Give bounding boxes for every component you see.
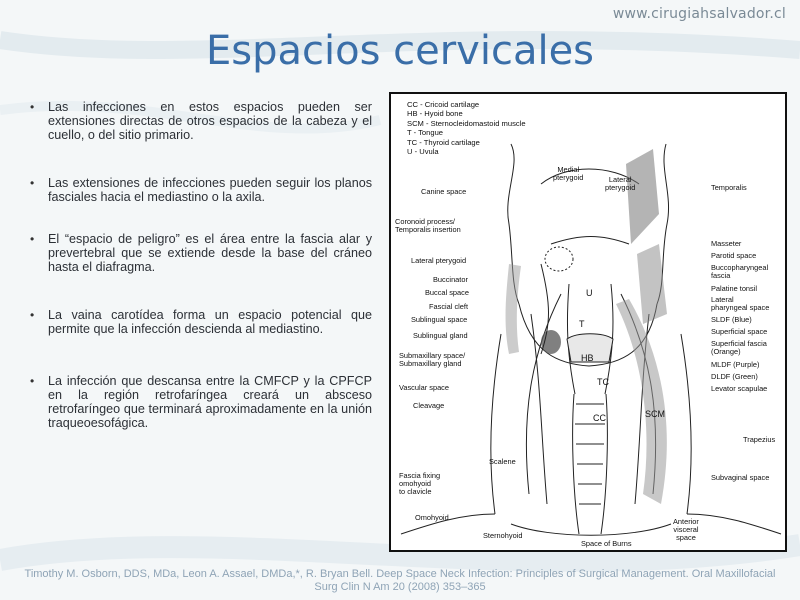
label-dldf: DLDF (Green) (711, 372, 758, 381)
label-space-of-burns: Space of Burns (581, 539, 632, 548)
legend-item: HB - Hyoid bone (407, 109, 463, 119)
label-anterior-visceral: Anterior visceral space (673, 517, 699, 542)
label-sublingual-space: Sublingual space (411, 315, 468, 324)
bullet-item: • El “espacio de peligro” es el área entre la fascia alar y prevertebral que se extiende desde la base del cráneo hasta el diafragma. (28, 232, 372, 274)
label-parotid-space: Parotid space (711, 251, 757, 260)
label-tongue: T (579, 319, 585, 329)
label-temporalis: Temporalis (711, 183, 747, 192)
label-superficial-space: Superficial space (711, 327, 768, 336)
label-sublingual-gland: Sublingual gland (413, 331, 468, 340)
label-fascial-cleft: Fascial cleft (429, 302, 469, 311)
bullet-list (28, 100, 372, 430)
label-buccopharyngeal: Buccopharyngeal fascia (711, 263, 769, 280)
label-uvula: U (586, 288, 593, 298)
label-fascia-fixing: Fascia fixing omohyoid to clavicle (399, 471, 441, 496)
label-scalene: Scalene (489, 457, 516, 466)
slide-title: Espacios cervicales (205, 28, 595, 74)
bullet-item: • Las infecciones en estos espacios pueden ser extensiones directas de otros espacios de la cabeza y el cuello, o del sitio primario. (28, 100, 372, 142)
bullet-item: • Las extensiones de infecciones pueden seguir los planos fasciales hacia el mediastino o la axila. (28, 176, 372, 204)
bullet-item: • La vaina carotídea forma un espacio potencial que permite que la infección descienda al mediastino. (28, 308, 372, 336)
label-cricoid-cartilage: CC (593, 413, 606, 423)
neck-anatomy-figure (389, 92, 787, 552)
label-omohyoid: Omohyoid (415, 513, 449, 522)
label-mldf: MLDF (Purple) (711, 360, 760, 369)
label-cleavage: Cleavage (413, 401, 445, 410)
label-lateral-pterygoid-left: Lateral pterygoid (411, 256, 467, 265)
label-vascular-space: Vascular space (399, 383, 449, 392)
label-hyoid-bone: HB (581, 353, 594, 363)
label-palatine-tonsil: Palatine tonsil (711, 284, 758, 293)
legend-item: T - Tongue (407, 128, 444, 138)
label-lateral-pterygoid: Lateral pterygoid (605, 175, 636, 192)
legend-item: U - Uvula (407, 147, 439, 157)
label-buccinator: Buccinator (433, 275, 468, 284)
label-submaxillary: Submaxillary space/ Submaxillary gland (399, 351, 466, 368)
label-coronoid-process: Coronoid process/ Temporalis insertion (395, 217, 461, 234)
label-lateral-pharyngeal: Lateral pharyngeal space (711, 295, 770, 312)
legend-item: SCM - Sternocleidomastoid muscle (407, 118, 526, 128)
label-masseter: Masseter (711, 239, 742, 248)
label-buccal-space: Buccal space (425, 288, 469, 297)
site-url: www.cirugiahsalvador.cl (612, 6, 786, 22)
label-sternohyoid: Sternohyoid (483, 531, 523, 540)
label-levator-scapulae: Levator scapulae (711, 384, 768, 393)
label-scm: SCM (645, 409, 665, 419)
label-subvaginal-space: Subvaginal space (711, 473, 770, 482)
label-trapezius: Trapezius (743, 435, 776, 444)
label-canine-space: Canine space (421, 187, 467, 196)
figure-legend (407, 100, 526, 156)
label-thyroid-cartilage: TC (597, 377, 609, 387)
bullet-item: • La infección que descansa entre la CMFCP y la CPFCP en la región retrofaríngea creará un absceso retrofaríngeo que terminará aproximadamente en la unión traqueoesofágica. (28, 374, 372, 430)
legend-item: TC - Thyroid cartilage (407, 137, 480, 147)
citation: Timothy M. Osborn, DDS, MDa, Leon A. Assael, DMDa,*, R. Bryan Bell. Deep Space Neck Infection: Principles of Surgical Management. Oral Maxillofacial Surg Clin N Am 20 (2008) 353–365 (24, 568, 776, 593)
label-sldf: SLDF (Blue) (711, 315, 752, 324)
legend-item: CC - Cricoid cartilage (407, 100, 480, 109)
label-medial-pterygoid: Medial pterygoid (553, 165, 584, 182)
label-superficial-fascia: Superficial fascia (Orange) (711, 339, 767, 356)
